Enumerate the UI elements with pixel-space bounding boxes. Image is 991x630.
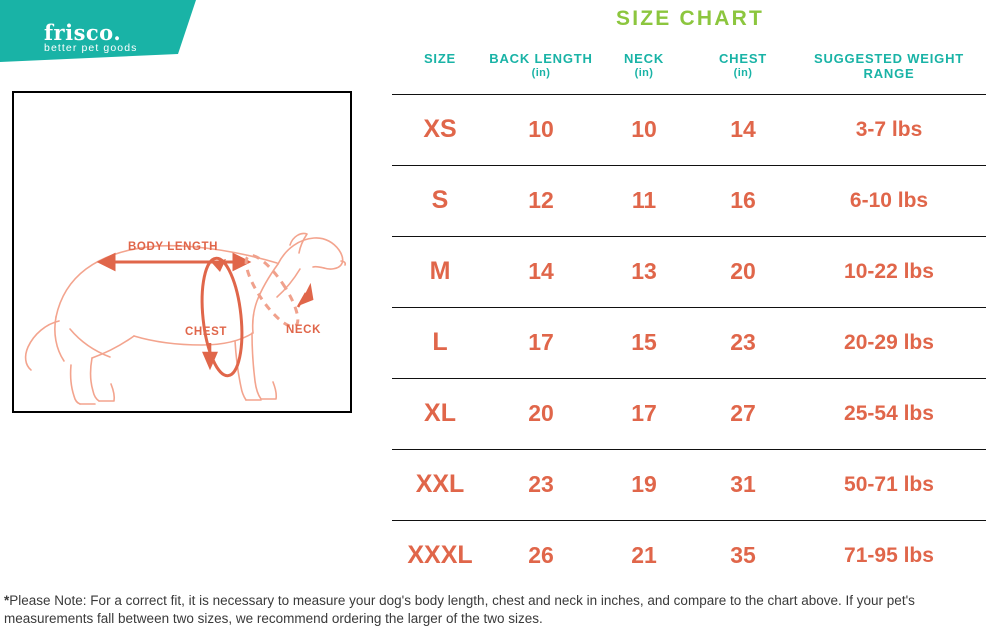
cell-back-length: 17 xyxy=(488,307,594,378)
cell-neck: 13 xyxy=(594,236,694,307)
column-header-size-label: SIZE xyxy=(423,51,457,66)
cell-size: L xyxy=(392,307,488,378)
column-header-size xyxy=(392,48,488,94)
column-header-chest xyxy=(694,48,792,94)
cell-size: XXXL xyxy=(407,541,473,570)
cell-back-length: 14 xyxy=(488,236,594,307)
page-title: SIZE CHART xyxy=(616,7,764,30)
table-header-row xyxy=(392,48,986,94)
cell-neck: 17 xyxy=(594,378,694,449)
cell-chest: 35 xyxy=(730,542,756,569)
column-header-chest-label: CHEST xyxy=(718,51,768,66)
cell-size: M xyxy=(392,236,488,307)
table-row xyxy=(392,449,986,520)
cell-weight: 10-22 lbs xyxy=(792,236,986,307)
table-row xyxy=(392,520,986,591)
cell-weight: 3-7 lbs xyxy=(792,94,986,165)
cell-size: XXL xyxy=(392,449,488,520)
cell-chest: 31 xyxy=(694,449,792,520)
column-header-neck-unit: (in) xyxy=(634,66,654,79)
cell-chest: 16 xyxy=(694,165,792,236)
table-row xyxy=(392,165,986,236)
cell-neck: 15 xyxy=(594,307,694,378)
cell-back-length: 20 xyxy=(488,378,594,449)
cell-weight: 20-29 lbs xyxy=(792,307,986,378)
cell-chest: 20 xyxy=(694,236,792,307)
size-chart-table xyxy=(392,48,986,591)
column-header-neck-label: NECK xyxy=(623,51,665,66)
brand-wordmark: frisco. xyxy=(44,20,122,45)
footnote-asterisk: * xyxy=(4,593,10,608)
column-header-weight-range-label: SUGGESTED WEIGHT RANGE xyxy=(813,51,965,81)
cell-back-length: 26 xyxy=(528,542,554,569)
brand-tagline: better pet goods xyxy=(44,42,138,54)
column-header-neck xyxy=(594,48,694,94)
column-header-back-length-label: BACK LENGTH xyxy=(489,51,593,66)
cell-chest: 23 xyxy=(694,307,792,378)
cell-chest: 27 xyxy=(694,378,792,449)
column-header-chest-unit: (in) xyxy=(733,66,753,79)
cell-weight: 50-71 lbs xyxy=(792,449,986,520)
column-header-back-length xyxy=(488,48,594,94)
footnote-text: Please Note: For a correct fit, it is necessary to measure your dog's body length, chest and neck in inches, and compare to the chart above. If your pet's measurements fall between two sizes, we recommend ordering the larger of the two sizes. xyxy=(4,593,915,626)
table-row xyxy=(392,378,986,449)
cell-size: S xyxy=(392,165,488,236)
table-row xyxy=(392,94,986,165)
cell-back-length: 10 xyxy=(488,94,594,165)
cell-size: XS xyxy=(392,94,488,165)
diagram-label-neck: NECK xyxy=(286,324,321,336)
cell-weight: 6-10 lbs xyxy=(792,165,986,236)
cell-neck: 10 xyxy=(594,94,694,165)
diagram-label-body-length: BODY LENGTH xyxy=(128,241,219,253)
column-header-back-length-unit: (in) xyxy=(531,66,551,79)
cell-size: XL xyxy=(392,378,488,449)
cell-chest: 14 xyxy=(694,94,792,165)
footnote xyxy=(4,592,988,628)
cell-neck: 11 xyxy=(594,165,694,236)
diagram-label-chest: CHEST xyxy=(185,326,227,338)
dog-measurement-diagram xyxy=(12,91,352,413)
cell-back-length: 12 xyxy=(488,165,594,236)
cell-weight: 25-54 lbs xyxy=(792,378,986,449)
cell-back-length: 23 xyxy=(488,449,594,520)
cell-neck: 19 xyxy=(594,449,694,520)
cell-neck: 21 xyxy=(631,542,657,569)
table-row xyxy=(392,236,986,307)
cell-weight: 71-95 lbs xyxy=(844,543,934,567)
table-row xyxy=(392,307,986,378)
column-header-weight-range xyxy=(792,48,986,94)
